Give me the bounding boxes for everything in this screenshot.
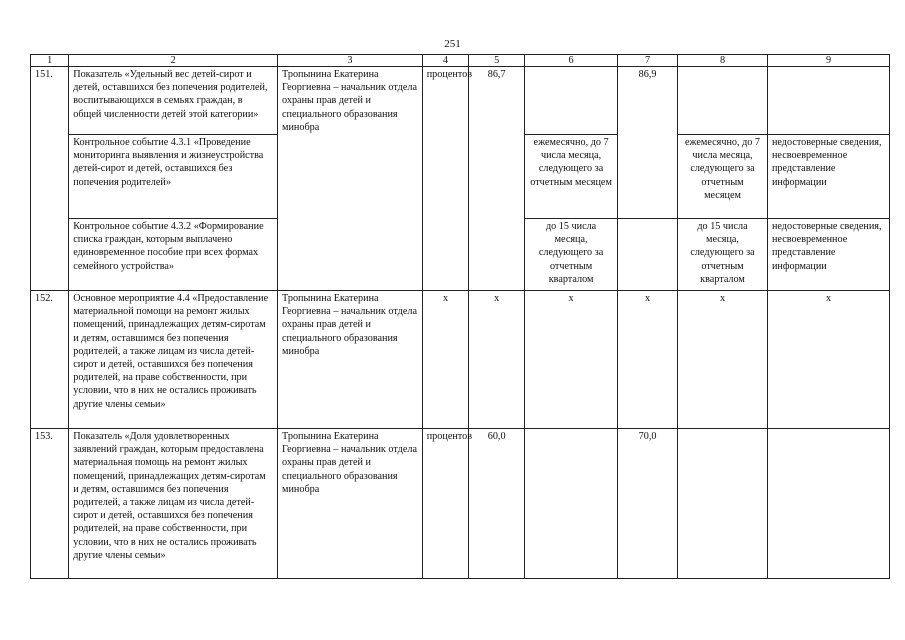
cell-9 [767,67,889,135]
column-header: 6 [525,55,618,67]
column-header: 3 [278,55,423,67]
responsible-person: Тропынина Екатерина Георгиевна – начальник отдела охраны прав детей и специального образования минобра [278,67,423,291]
cell-7: х [618,291,678,429]
responsible-person: Тропынина Екатерина Георгиевна – начальник отдела охраны прав детей и специального образования минобра [278,429,423,579]
column-header: 5 [469,55,525,67]
table-row-152 [31,291,890,429]
column-header: 9 [767,55,889,67]
period-cell-6: ежемесячно, до 7 числа месяца, следующего за отчетным месяцем [525,135,618,219]
column-header: 2 [69,55,278,67]
column-header: 1 [31,55,69,67]
unit-cell: процентов [422,67,469,291]
table-row-153 [31,429,890,579]
column-header: 4 [422,55,469,67]
cell-9 [767,429,889,579]
header-row [31,55,890,67]
cell-6 [525,67,618,135]
risk-cell-9: недостоверные сведения, несвоевременное представление информации [767,135,889,219]
value-cell-7: 70,0 [618,429,678,579]
cell-6 [525,429,618,579]
row-number: 153. [31,429,69,579]
row-number: 151. [31,67,69,291]
cell-5: х [469,291,525,429]
event-name: Контрольное событие 4.3.1 «Проведение мониторинга выявления и жизнеустройства детей-сирот и детей, оставшихся без попечения родителей» [69,135,278,219]
risk-cell-9: недостоверные сведения, несвоевременное представление информации [767,219,889,291]
value-cell-5: 86,7 [469,67,525,291]
period-cell-8: ежемесячно, до 7 числа месяца, следующего за отчетным месяцем [678,135,768,219]
cell-9: х [767,291,889,429]
plan-table [30,54,890,579]
table-row-151 [31,67,890,135]
period-cell-6: до 15 числа месяца, следующего за отчетным кварталом [525,219,618,291]
responsible-person: Тропынина Екатерина Георгиевна – начальник отдела охраны прав детей и специального образования минобра [278,291,423,429]
cell-8: х [678,291,768,429]
column-header: 7 [618,55,678,67]
value-cell-7: 86,9 [618,67,678,219]
event-name: Контрольное событие 4.3.2 «Формирование списка граждан, которым выплачено единовременное пособие при всех формах семейного устройства» [69,219,278,291]
cell-6: х [525,291,618,429]
column-header: 8 [678,55,768,67]
indicator-name: Показатель «Доля удовлетворенных заявлений граждан, которым предоставлена материальная помощь на ремонт жилых помещений, принадлежащих детям-сиротам и детям, оставшимся без попечения родителей, а также лицам из числа детей-сирот и детей, оставшихся без попечения родителей, на праве собственности, при условии, что в них не остались проживать другие члены семьи» [69,429,278,579]
value-cell-5: 60,0 [469,429,525,579]
cell-4: х [422,291,469,429]
page-number: 251 [444,38,461,50]
activity-name: Основное мероприятие 4.4 «Предоставление материальной помощи на ремонт жилых помещений, принадлежащих детям-сиротам и детям, оставшимся без попечения родителей, а также лицам из числа детей-сирот и детей, оставшихся без попечения родителей, на праве собственности, при условии, что в них не остались проживать другие члены семьи» [69,291,278,429]
cell-7 [618,219,678,291]
cell-8 [678,67,768,135]
unit-cell: процентов [422,429,469,579]
row-number: 152. [31,291,69,429]
period-cell-8: до 15 числа месяца, следующего за отчетным кварталом [678,219,768,291]
cell-8 [678,429,768,579]
indicator-name: Показатель «Удельный вес детей-сирот и детей, оставшихся без попечения родителей, воспитывающихся в семьях граждан, в общей численности детей этой категории» [69,67,278,135]
